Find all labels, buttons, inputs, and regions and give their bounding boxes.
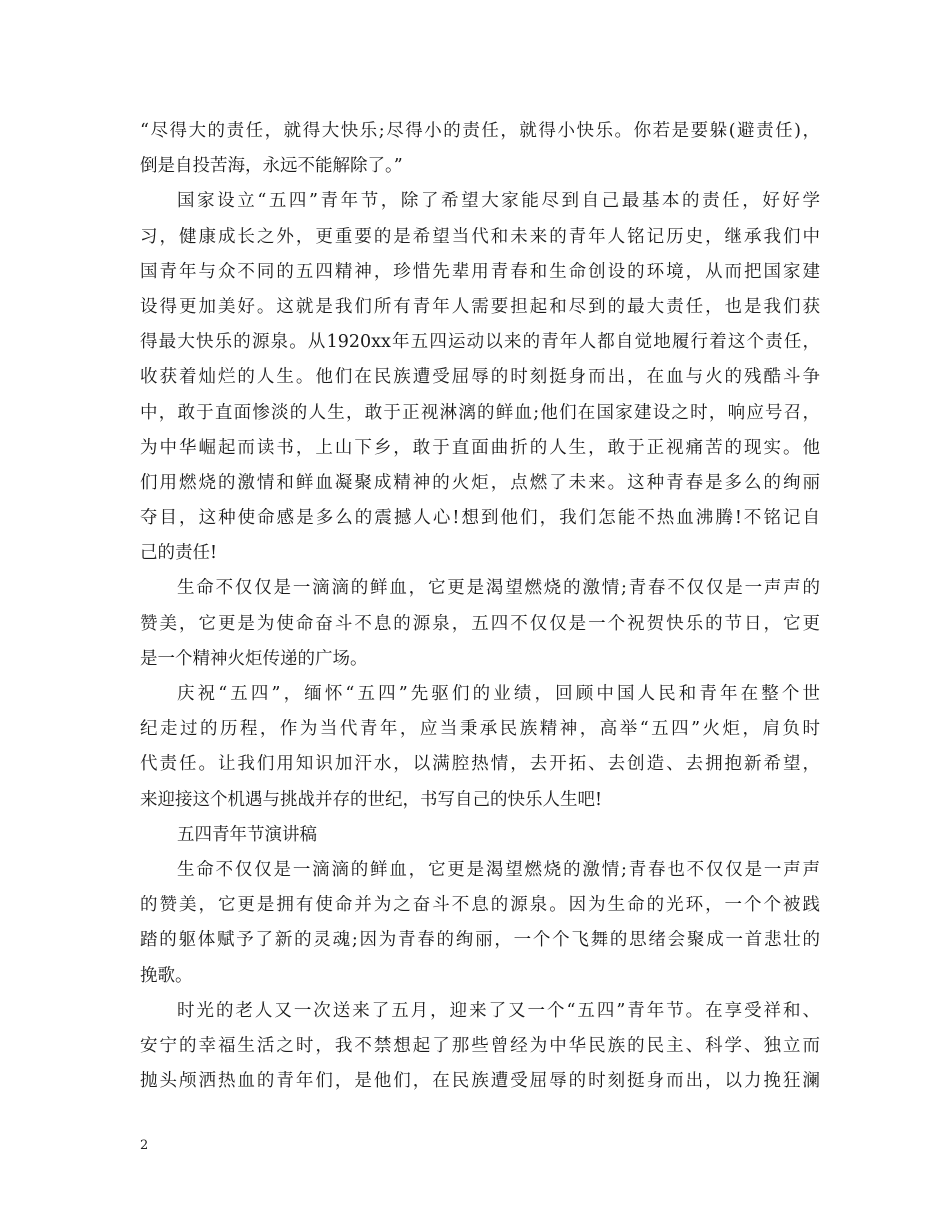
page-number: 2 xyxy=(140,1138,149,1153)
text-line: 是一个精神火炬传递的广场。 xyxy=(140,648,368,669)
text-line: 代责任。让我们用知识加汗水，以满腔热情，去开拓、去创造、去拥抱新希望， xyxy=(140,754,820,775)
text-line: 己的责任! xyxy=(140,543,218,564)
text-line: 倒是自投苦海，永远不能解除了。” xyxy=(140,156,403,177)
paragraph-first-line: 庆祝“五四”，缅怀“五四”先驱们的业绩，回顾中国人民和青年在整个世 xyxy=(177,684,820,704)
paragraph-first-line: 生命不仅仅是一滴滴的鲜血，它更是渴望燃烧的激情;青春不仅仅是一声声的 xyxy=(177,578,820,599)
paragraph-first-line: 生命不仅仅是一滴滴的鲜血，它更是渴望燃烧的激情;青春也不仅仅是一声声 xyxy=(177,859,820,880)
text-line: 为中华崛起而读书，上山下乡，敢于直面曲折的人生，敢于正视痛苦的现实。他 xyxy=(140,437,820,458)
text-line: 纪走过的历程，作为当代青年，应当秉承民族精神，高举“五四”火炬，肩负时 xyxy=(140,719,820,740)
text-line: “尽得大的责任，就得大快乐;尽得小的责任，就得小快乐。你若是要躲(避责任)， xyxy=(140,121,820,141)
text-line: 们用燃烧的激情和鲜血凝聚成精神的火炬，点燃了未来。这种青春是多么的绚丽 xyxy=(140,472,820,493)
text-line: 安宁的幸福生活之时，我不禁想起了那些曾经为中华民族的民主、科学、独立而 xyxy=(140,1035,820,1056)
text-line: 国青年与众不同的五四精神，珍惜先辈用青春和生命创设的环境，从而把国家建 xyxy=(140,261,820,282)
paragraph-first-line: 国家设立“五四”青年节，除了希望大家能尽到自己最基本的责任，好好学 xyxy=(177,191,820,212)
text-line: 赞美，它更是为使命奋斗不息的源泉，五四不仅仅是一个祝贺快乐的节日，它更 xyxy=(140,613,820,634)
section-heading: 五四青年节演讲稿 xyxy=(177,824,317,845)
text-line: 得最大快乐的源泉。从1920xx年五四运动以来的青年人都自觉地履行着这个责任， xyxy=(140,332,820,353)
document-body xyxy=(140,114,820,1099)
text-line: 收获着灿烂的人生。他们在民族遭受屈辱的时刻挺身而出，在血与火的残酷斗争 xyxy=(140,367,820,388)
text-line: 的赞美，它更是拥有使命并为之奋斗不息的源泉。因为生命的光环，一个个被践 xyxy=(140,895,820,916)
text-line: 中，敢于直面惨淡的人生，敢于正视淋漓的鲜血;他们在国家建设之时，响应号召， xyxy=(140,402,820,423)
text-line: 夺目，这种使命感是多么的震撼人心!想到他们，我们怎能不热血沸腾!不铭记自 xyxy=(140,508,820,529)
paragraph-first-line: 时光的老人又一次送来了五月，迎来了又一个“五四”青年节。在享受祥和、 xyxy=(177,1000,820,1021)
text-line: 抛头颅洒热血的青年们，是他们，在民族遭受屈辱的时刻挺身而出，以力挽狂澜 xyxy=(140,1071,820,1092)
text-line: 设得更加美好。这就是我们所有青年人需要担起和尽到的最大责任，也是我们获 xyxy=(140,296,820,317)
text-line: 踏的躯体赋予了新的灵魂;因为青春的绚丽，一个个飞舞的思绪会聚成一首悲壮的 xyxy=(140,930,820,951)
text-line: 来迎接这个机遇与挑战并存的世纪，书写自己的快乐人生吧! xyxy=(140,789,603,810)
text-line: 挽歌。 xyxy=(140,965,193,986)
text-line: 习，健康成长之外，更重要的是希望当代和未来的青年人铭记历史，继承我们中 xyxy=(140,226,820,247)
